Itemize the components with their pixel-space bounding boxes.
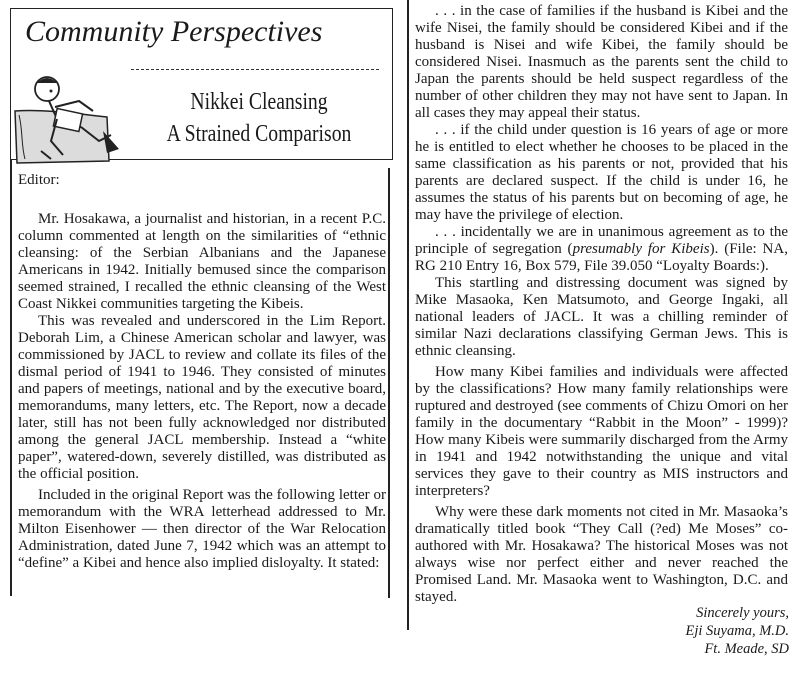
body-paragraph: This was revealed and underscored in the Lim Report. Deborah Lim, a Chinese American scholar and lawyer, was commissioned by JACL to review and collate its files of the dismal period of 1941 to 1946. They consisted of minutes and papers of meetings, national and by the executive board, memorandums, many letters, etc. The Report, now a decade later, still has not been fully acknowledged nor distributed among the general JACL membership. Instead a “white paper”, watered-down, severely distilled, was distributed as the official position.	[18, 313, 386, 482]
author-location: Ft. Meade, SD	[704, 641, 789, 657]
headline-line-1: Nikkei Cleansing	[190, 89, 328, 115]
author-name: Eji Suyama, M.D.	[685, 623, 789, 639]
cartoon-figure-icon	[11, 71, 131, 166]
headline-line-2: A Strained Comparison	[166, 121, 352, 147]
body-paragraph: Mr. Hosakawa, a journalist and historian, in a recent P.C. column commented at length on the similarities of “ethnic cleansing: of the Serbian Albanians and the Japanese Americans in 1942. Initially bemused since the comparison seemed strained, I recalled the ethnic cleansing of the West Coast Nikkei communities targeting the Kibeis.	[18, 211, 386, 312]
left-border-rule	[10, 160, 12, 596]
column-rule	[407, 0, 409, 630]
right-column	[415, 0, 795, 682]
body-paragraph: Included in the original Report was the following letter or memorandum with the WRA letterhead addressed to Mr. Milton Eisenhower — then director of the War Relocation Administration, dated June 7, 1942 which was an attempt to “define” a Kibei and hence also implied disloyalty. It stated:	[18, 487, 386, 571]
quoted-paragraph: . . . if the child under question is 16 years of age or more he is entitled to elect whether he chooses to be placed in the same classification as his parents or not, provided that his parents are declared suspect. If the child is under 16, he assumes the status of his parents but on becoming of age, he may have the privilege of election.	[415, 122, 788, 223]
closing: Sincerely yours,	[696, 605, 789, 621]
column-separator	[388, 168, 390, 598]
salutation: Editor:	[18, 172, 60, 188]
column-title: Community Perspectives	[25, 15, 323, 48]
column-masthead	[10, 8, 393, 160]
italic-note: presumably for Kibeis	[572, 241, 710, 257]
right-body-text	[415, 3, 788, 606]
left-body-text	[18, 211, 386, 572]
masthead-divider	[131, 69, 379, 70]
body-paragraph: Why were these dark moments not cited in Mr. Masaoka’s dramatically titled book “They Call (?ed) Me Moses” co-authored with Mr. Hosakawa? The historical Moses was not always wise nor perfect either and never reached the Promised Land. Mr. Masaoka went to Washington, D.C. and stayed.	[415, 504, 788, 605]
citation-text: ). (File: NA, RG 210 Entry 16, Box 579, File 39.050 “Loyalty Boards:).	[415, 241, 788, 274]
left-column	[10, 0, 395, 682]
quote-text: . . . incidentally we are in unanimous agreement as to the principle of segregation (	[415, 224, 788, 257]
quoted-paragraph: . . . in the case of families if the husband is Kibei and the wife Nisei, the family should be considered Kibei and if the husband is Nisei and wife Kibei, the family should be considered Nisei. Inasmuch as the parents sent the child to Japan the parents should be held suspect regardless of the number of other children they may not have sent to Japan. In all cases they may appeal their status.	[415, 3, 788, 121]
body-paragraph: How many Kibei families and individuals were affected by the classifications? How many family relationships were ruptured and destroyed (see comments of Chizu Omori on her family in the documentary “Rabbit in the Moon” - 1999)? How many Kibeis were summarily discharged from the Army in 1941 and 1942 notwithstanding the unique and vital services they gave to their country as MIS instructors and interpreters?	[415, 364, 788, 499]
quoted-paragraph	[415, 224, 788, 275]
body-paragraph: This startling and distressing document was signed by Mike Masaoka, Ken Matsumoto, and George Ingaki, all national leaders of JACL. It was a chilling reminder of similar Nazi declarations classifying German Jews. This is ethnic cleansing.	[415, 275, 788, 359]
signature-block	[686, 604, 790, 658]
